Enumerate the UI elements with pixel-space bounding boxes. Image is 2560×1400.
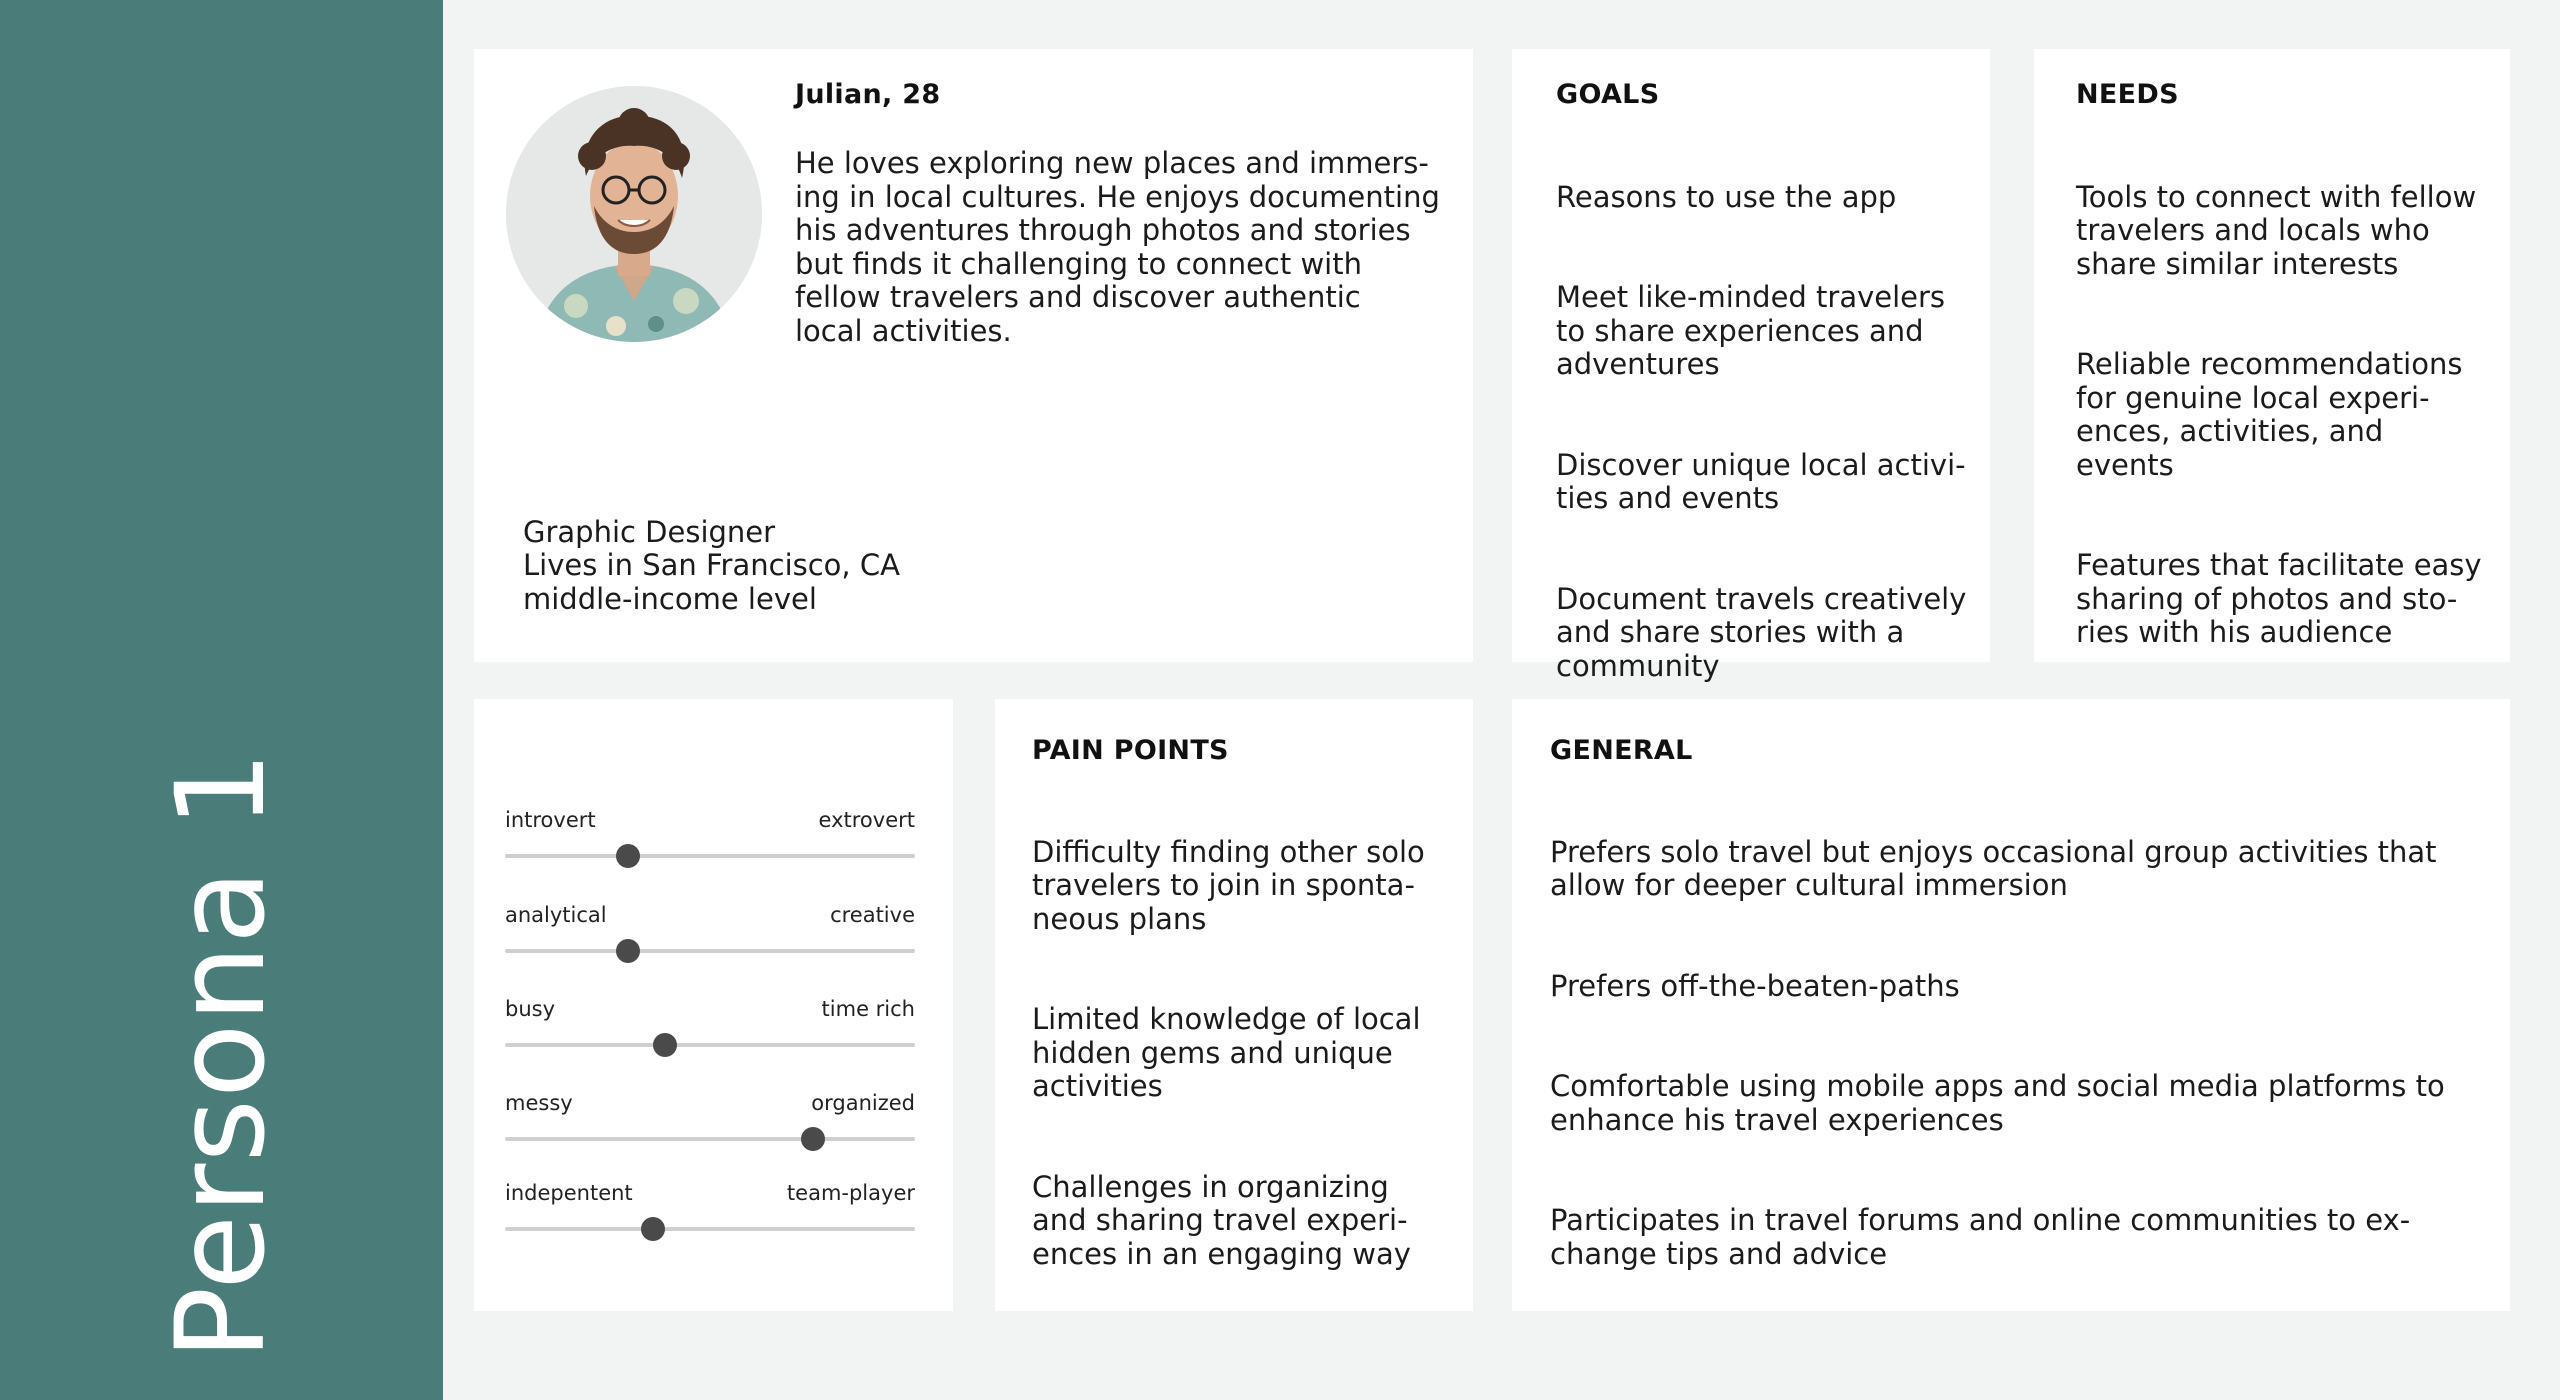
pain-points-list	[1032, 802, 1462, 1338]
goal-item: Reasons to use the app	[1556, 179, 1897, 214]
needs-list	[2076, 147, 2496, 717]
slider-thumb[interactable]	[616, 844, 640, 868]
needs-card	[2034, 49, 2510, 662]
profile-card	[474, 49, 1473, 662]
general-item: Prefers off-the-beaten-paths	[1550, 968, 1960, 1003]
need-item: Reliable recommendations for genuine local experi- ences, activities, and events	[2076, 347, 2463, 482]
general-heading: GENERAL	[1550, 735, 1693, 766]
persona-occupation: Graphic Designer	[523, 515, 776, 549]
slider-thumb[interactable]	[801, 1127, 825, 1151]
avatar-photo	[506, 86, 762, 342]
goal-item: Document travels creatively and share stories with a community	[1556, 581, 1967, 683]
trait-right-label: time rich	[821, 997, 915, 1021]
goal-item: Meet like-minded travelers to share experiences and adventures	[1556, 280, 1946, 381]
trait-slider[interactable]	[505, 1181, 915, 1241]
general-list	[1550, 802, 2500, 1338]
slider-thumb[interactable]	[653, 1033, 677, 1057]
slider-track	[505, 1043, 915, 1047]
slider-thumb[interactable]	[616, 939, 640, 963]
trait-slider[interactable]	[505, 903, 915, 963]
trait-left-label: indepentent	[505, 1181, 633, 1205]
pain-points-card	[995, 699, 1473, 1311]
need-item: Features that facilitate easy sharing of photos and sto- ries with his audience	[2076, 548, 2482, 649]
persona-location: Lives in San Francisco, CA	[523, 548, 900, 582]
persona-income: middle-income level	[523, 582, 817, 616]
goals-card	[1512, 49, 1990, 683]
trait-slider[interactable]	[505, 808, 915, 868]
trait-right-label: creative	[830, 903, 915, 927]
trait-right-label: team-player	[786, 1181, 915, 1205]
general-item: Comfortable using mobile apps and social media platforms to enhance his travel experiences	[1550, 1069, 2445, 1137]
slider-track	[505, 1137, 915, 1141]
goal-item: Discover unique local activi- ties and events	[1556, 447, 1966, 515]
traits-card	[474, 699, 953, 1311]
goals-list	[1556, 147, 1976, 750]
pain-point-item: Challenges in organizing and sharing travel experi- ences in an engaging way	[1032, 1169, 1411, 1271]
trait-left-label: busy	[505, 997, 556, 1021]
trait-slider[interactable]	[505, 997, 915, 1057]
trait-left-label: introvert	[505, 808, 596, 832]
persona-name: Julian, 28	[795, 79, 941, 110]
slider-track	[505, 1227, 915, 1231]
slider-thumb[interactable]	[641, 1217, 665, 1241]
slider-track	[505, 854, 915, 858]
persona-title: Persona 1	[150, 749, 292, 1361]
pain-points-heading: PAIN POINTS	[1032, 735, 1229, 766]
avatar	[506, 86, 762, 342]
general-item: Participates in travel forums and online communities to ex- change tips and advice	[1550, 1203, 2411, 1271]
trait-left-label: analytical	[505, 903, 607, 927]
pain-point-item: Limited knowledge of local hidden gems and unique activities	[1032, 1002, 1421, 1103]
general-item: Prefers solo travel but enjoys occasional group activities that allow for deeper cultural immersion	[1550, 834, 2437, 902]
pain-point-item: Difficulty finding other solo travelers to join in sponta- neous plans	[1032, 834, 1425, 936]
needs-heading: NEEDS	[2076, 79, 2179, 110]
slider-track	[505, 949, 915, 953]
goals-heading: GOALS	[1556, 79, 1660, 110]
trait-right-label: extrovert	[818, 808, 915, 832]
general-card	[1512, 699, 2510, 1311]
persona-bio: He loves exploring new places and immers- ing in local cultures. He enjoys documenting his adventures through photos and stories but finds it challenging to connect with fellow travelers and discover authentic local activities.	[795, 146, 1440, 348]
sidebar	[0, 0, 443, 1400]
need-item: Tools to connect with fellow travelers and locals who share similar interests	[2076, 179, 2477, 281]
trait-right-label: organized	[811, 1091, 915, 1115]
trait-slider[interactable]	[505, 1091, 915, 1151]
trait-left-label: messy	[505, 1091, 573, 1115]
